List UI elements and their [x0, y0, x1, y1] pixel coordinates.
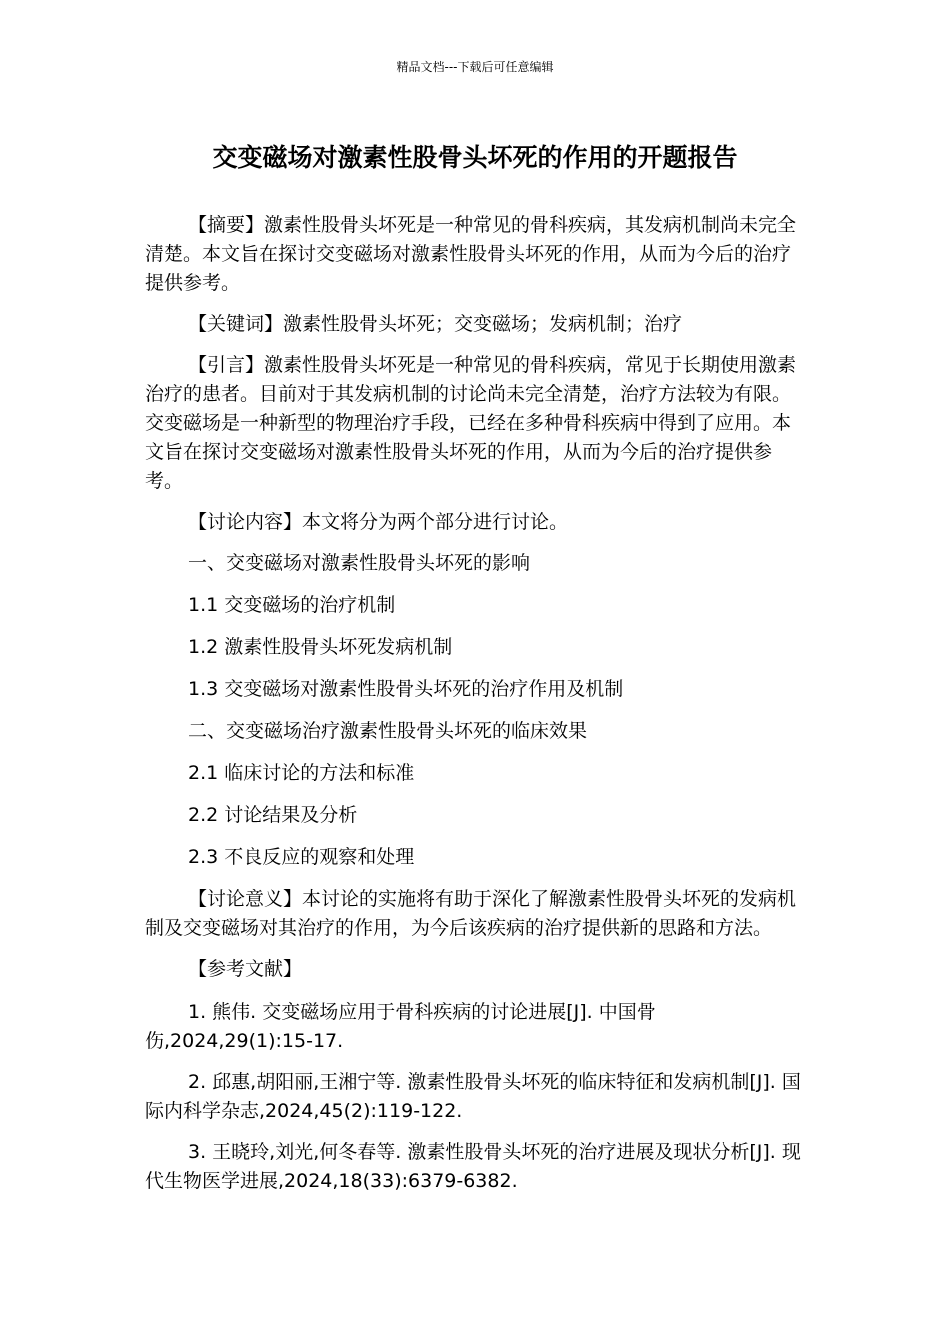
- reference-item: 3. 王晓玲,刘光,何冬春等. 激素性股骨头坏死的治疗进展及现状分析[J]. 现代生物医学进展,2024,18(33):6379-6382.: [145, 1141, 801, 1192]
- document-title: 交变磁场对激素性股骨头坏死的作用的开题报告: [212, 143, 738, 172]
- section-heading-2: 二、交变磁场治疗激素性股骨头坏死的临床效果: [188, 720, 588, 742]
- keywords-paragraph: 【关键词】激素性股骨头坏死；交变磁场；发病机制；治疗: [188, 313, 683, 335]
- discussion-content-paragraph: 【讨论内容】本文将分为两个部分进行讨论。: [188, 511, 569, 533]
- section-heading-1: 一、交变磁场对激素性股骨头坏死的影响: [188, 552, 531, 574]
- header-note: 精品文档---下载后可任意编辑: [396, 60, 554, 74]
- introduction-paragraph: 【引言】激素性股骨头坏死是一种常见的骨科疾病，常见于长期使用激素治疗的患者。目前对于其发病机制的讨论尚未完全清楚，治疗方法较为有限。交变磁场是一种新型的物理治疗手段，已经在多种骨科疾病中得到了应用。本文旨在探讨交变磁场对激素性股骨头坏死的作用，从而为今后的治疗提供参考。: [145, 354, 797, 492]
- reference-item: 1. 熊伟. 交变磁场应用于骨科疾病的讨论进展[J]. 中国骨伤,2024,29(1):15-17.: [145, 1001, 656, 1052]
- subsection-2-3: 2.3 不良反应的观察和处理: [188, 846, 415, 868]
- subsection-1-1: 1.1 交变磁场的治疗机制: [188, 594, 396, 616]
- subsection-2-2: 2.2 讨论结果及分析: [188, 804, 358, 826]
- subsection-2-1: 2.1 临床讨论的方法和标准: [188, 762, 415, 784]
- document-body: [145, 211, 807, 1208]
- abstract-paragraph: 【摘要】激素性股骨头坏死是一种常见的骨科疾病，其发病机制尚未完全清楚。本文旨在探讨交变磁场对激素性股骨头坏死的作用，从而为今后的治疗提供参考。: [145, 214, 797, 294]
- subsection-1-2: 1.2 激素性股骨头坏死发病机制: [188, 636, 453, 658]
- reference-item: 2. 邱惠,胡阳丽,王湘宁等. 激素性股骨头坏死的临床特征和发病机制[J]. 国际内科学杂志,2024,45(2):119-122.: [145, 1071, 801, 1122]
- significance-paragraph: 【讨论意义】本讨论的实施将有助于深化了解激素性股骨头坏死的发病机制及交变磁场对其治疗的作用，为今后该疾病的治疗提供新的思路和方法。: [145, 888, 797, 939]
- references-heading: 【参考文献】: [188, 958, 303, 980]
- subsection-1-3: 1.3 交变磁场对激素性股骨头坏死的治疗作用及机制: [188, 678, 624, 700]
